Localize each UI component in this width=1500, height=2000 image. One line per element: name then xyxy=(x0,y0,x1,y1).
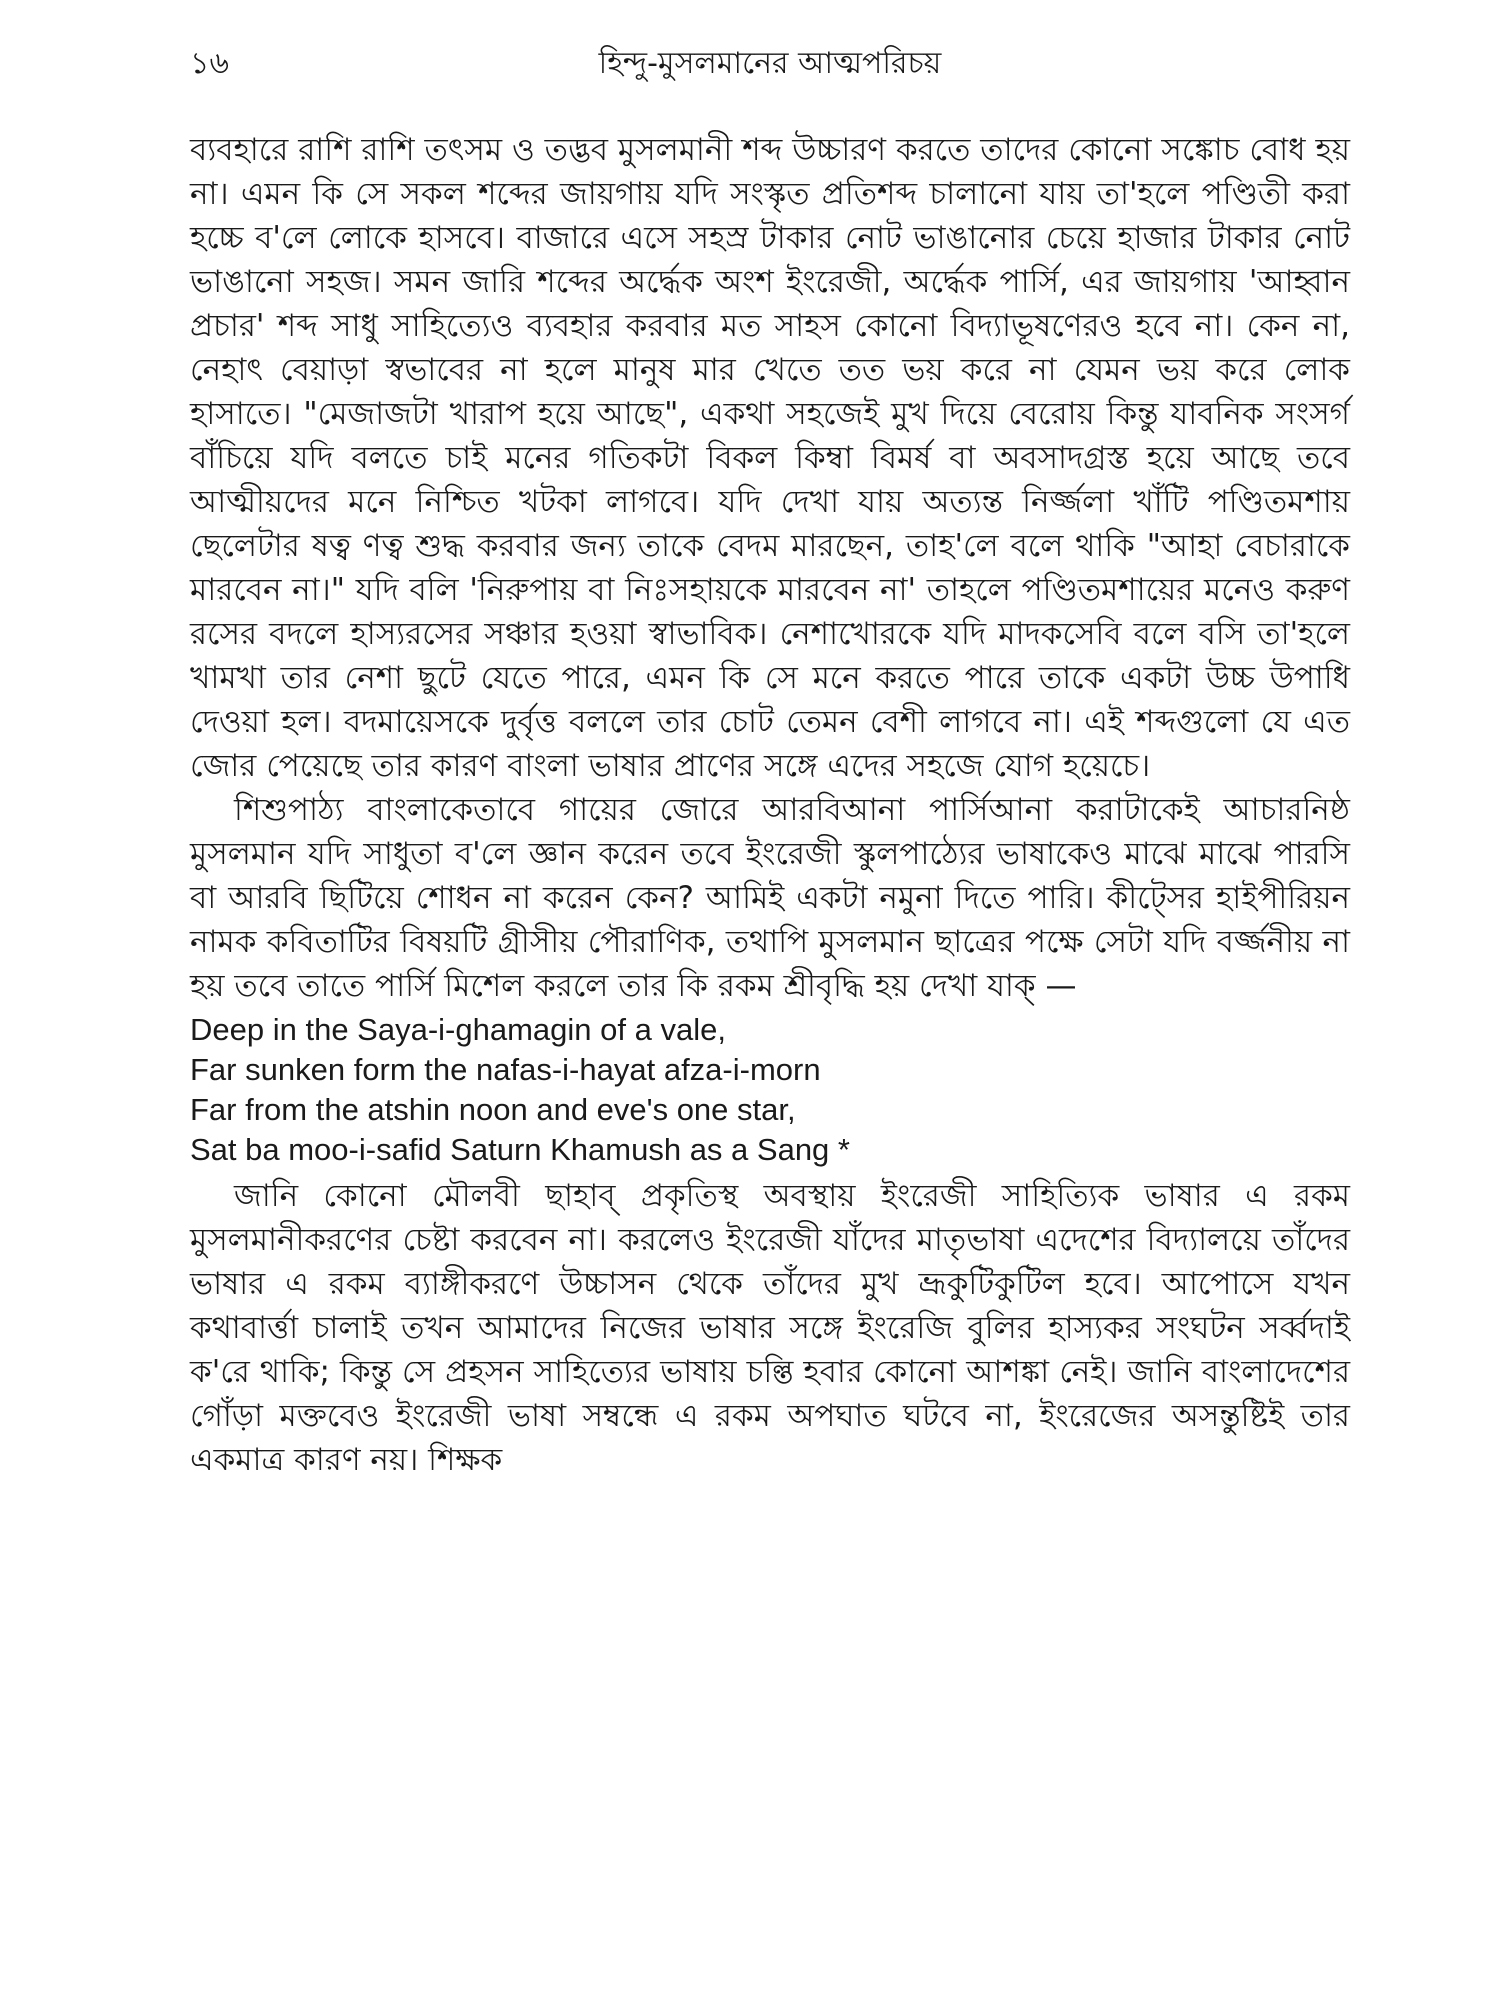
verse-quotation xyxy=(190,1010,1350,1170)
verse-line: Sat ba moo-i-safid Saturn Khamush as a Sang * xyxy=(190,1132,850,1167)
paragraph-1: ব্যবহারে রাশি রাশি তৎসম ও তদ্ভব মুসলমানী শব্দ উচ্চারণ করতে তাদের কোনো সঙ্কোচ বোধ হয় না। এমন কি সে সকল শব্দের জায়গায় যদি সংস্কৃত প্রতিশব্দ চালানো যায় তা'হলে পণ্ডিতী করা হচ্চে ব'লে লোকে হাসবে। বাজারে এসে সহস্র টাকার নোট ভাঙানোর চেয়ে হাজার টাকার নোট ভাঙানো সহজ। সমন জারি শব্দের অর্দ্ধেক অংশ ইংরেজী, অর্দ্ধেক পার্সি, এর জায়গায় 'আহ্বান প্রচার' শব্দ সাধু সাহিত্যেও ব্যবহার করবার মত সাহস কোনো বিদ্যাভূষণেরও হবে না। কেন না, নেহাৎ বেয়াড়া স্বভাবের না হলে মানুষ মার খেতে তত ভয় করে না যেমন ভয় করে লোক হাসাতে। "মেজাজটা খারাপ হয়ে আছে", একথা সহজেই মুখ দিয়ে বেরোয় কিন্তু যাবনিক সংসর্গ বাঁচিয়ে যদি বলতে চাই মনের গতিকটা বিকল কিম্বা বিমর্ষ বা অবসাদগ্রস্ত হয়ে আছে তবে আত্মীয়দের মনে নিশ্চিত খটকা লাগবে। যদি দেখা যায় অত্যন্ত নির্জ্জলা খাঁটি পণ্ডিতমশায় ছেলেটার ষত্ব ণত্ব শুদ্ধ করবার জন্য তাকে বেদম মারছেন, তাহ'লে বলে থাকি "আহা বেচারাকে মারবেন না।" যদি বলি 'নিরুপায় বা নিঃসহায়কে মারবেন না' তাহলে পণ্ডিতমশায়ের মনেও করুণ রসের বদলে হাস্যরসের সঞ্চার হওয়া স্বাভাবিক। নেশাখোরকে যদি মাদকসেবি বলে বসি তা'হলে খামখা তার নেশা ছুটে যেতে পারে, এমন কি সে মনে করতে পারে তাকে একটা উচ্চ উপাধি দেওয়া হল। বদমায়েসকে দুর্বৃত্ত বললে তার চোট তেমন বেশী লাগবে না। এই শব্দগুলো যে এত জোর পেয়েছে তার কারণ বাংলা ভাষার প্রাণের সঙ্গে এদের সহজে যোগ হয়েচে। xyxy=(190,132,1350,784)
page-number: ১৬ xyxy=(190,46,229,81)
page-header xyxy=(190,44,1350,94)
running-title: হিন্দু-মুসলমানের আত্মপরিচয় xyxy=(598,46,942,81)
paragraph-2: শিশুপাঠ্য বাংলাকেতাবে গায়ের জোরে আরবিআনা পার্সিআনা করাটাকেই আচারনিষ্ঠ মুসলমান যদি সাধুতা ব'লে জ্ঞান করেন তবে ইংরেজী স্কুলপাঠ্যের ভাষাকেও মাঝে মাঝে পারসি বা আরবি ছিটিয়ে শোধন না করেন কেন? আমিই একটা নমুনা দিতে পারি। কীট্সের হাইপীরিয়ন নামক কবিতাটির বিষয়টি গ্রীসীয় পৌরাণিক, তথাপি মুসলমান ছাত্রের পক্ষে সেটা যদি বর্জ্জনীয় না হয় তবে তাতে পার্সি মিশেল করলে তার কি রকম শ্রীবৃদ্ধি হয় দেখা যাক্ — xyxy=(190,792,1350,1004)
body-text xyxy=(190,128,1350,1482)
verse-line: Deep in the Saya-i-ghamagin of a vale, xyxy=(190,1012,726,1047)
paragraph-3: জানি কোনো মৌলবী ছাহাব্ প্রকৃতিস্থ অবস্থায় ইংরেজী সাহিত্যিক ভাষার এ রকম মুসলমানীকরণের চেষ্টা করবেন না। করলেও ইংরেজী যাঁদের মাতৃভাষা এদেশের বিদ্যালয়ে তাঁদের ভাষার এ রকম ব্যাঙ্গীকরণে উচ্চাসন থেকে তাঁদের মুখ ভ্রূকুটিকুটিল হবে। আপোসে যখন কথাবার্ত্তা চালাই তখন আমাদের নিজের ভাষার সঙ্গে ইংরেজি বুলির হাস্যকর সংঘটন সর্ব্বদাই ক'রে থাকি; কিন্তু সে প্রহসন সাহিত্যের ভাষায় চল্তি হবার কোনো আশঙ্কা নেই। জানি বাংলাদেশের গোঁড়া মক্তবেও ইংরেজী ভাষা সম্বন্ধে এ রকম অপঘাত ঘটবে না, ইংরেজের অসন্তুষ্টিই তার একমাত্র কারণ নয়। শিক্ষক xyxy=(190,1178,1350,1478)
verse-line: Far sunken form the nafas-i-hayat afza-i-morn xyxy=(190,1052,821,1087)
verse-line: Far from the atshin noon and eve's one star, xyxy=(190,1092,796,1127)
